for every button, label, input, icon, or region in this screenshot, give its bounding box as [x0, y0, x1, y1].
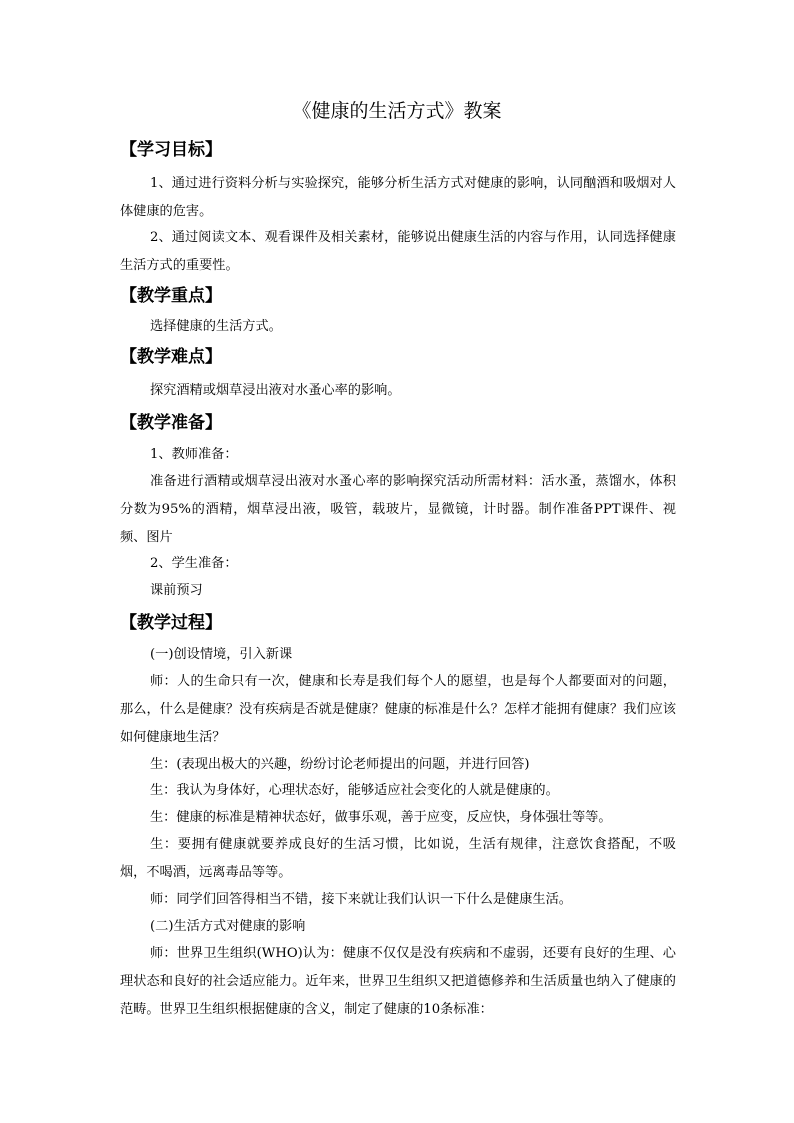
process-subheading-1: (一)创设情境，引入新课	[150, 647, 293, 662]
objectives-paragraph-1: 1、通过进行资料分析与实验探究，能够分析生活方式对健康的影响，认同酗酒和吸烟对人体健康的危害。	[120, 176, 676, 219]
objectives-paragraph-2: 2、通过阅读文本、观看课件及相关素材，能够说出健康生活的内容与作用，认同选择健康生活方式的重要性。	[120, 230, 676, 273]
process-paragraph-student-1: 生：(表现出极大的兴趣，纷纷讨论老师提出的问题，并进行回答)	[150, 757, 530, 772]
preparation-teacher-label: 1、教师准备：	[150, 447, 238, 462]
difficulties-paragraph: 探究酒精或烟草浸出液对水蚤心率的影响。	[150, 383, 401, 398]
process-paragraph-student-3: 生：健康的标准是精神状态好，做事乐观，善于应变，反应快，身体强壮等等。	[150, 810, 612, 825]
heading-preparation: 【教学准备】	[120, 413, 222, 433]
heading-difficulties: 【教学难点】	[120, 347, 222, 367]
preparation-teacher-paragraph: 准备进行酒精或烟草浸出液对水蚤心率的影响探究活动所需材料：活水蚤，蒸馏水，体积分数为95%的酒精，烟草浸出液，吸管，载玻片，显微镜，计时器。制作准备PPT课件、视频、图片	[120, 474, 676, 545]
heading-key-points: 【教学重点】	[120, 286, 222, 306]
process-paragraph-teacher-3: 师：世界卫生组织(WHO)认为：健康不仅仅是没有疾病和不虚弱，还要有良好的生理、心理状态和良好的社会适应能力。近年来，世界卫生组织又把道德修养和生活质量也纳入了健康的范畴。世界卫生组织根据健康的含义，制定了健康的10条标准：	[120, 946, 676, 1017]
preparation-student-paragraph: 课前预习	[150, 583, 203, 598]
heading-objectives: 【学习目标】	[120, 140, 222, 160]
process-paragraph-student-4: 生：要拥有健康就要养成良好的生活习惯，比如说，生活有规律，注意饮食搭配，不吸烟，不喝酒，远离毒品等等。	[120, 837, 676, 880]
heading-process: 【教学过程】	[120, 613, 222, 633]
process-paragraph-student-2: 生：我认为身体好，心理状态好，能够适应社会变化的人就是健康的。	[150, 783, 559, 798]
process-paragraph-teacher-2: 师：同学们回答得相当不错，接下来就让我们认识一下什么是健康生活。	[150, 892, 572, 907]
process-paragraph-teacher-1: 师：人的生命只有一次，健康和长寿是我们每个人的愿望，也是每个人都要面对的问题，那么，什么是健康？没有疾病是否就是健康？健康的标准是什么？怎样才能拥有健康？我们应该如何健康地生活？	[120, 674, 676, 745]
process-subheading-2: (二)生活方式对健康的影响	[150, 919, 306, 934]
key-points-paragraph: 选择健康的生活方式。	[150, 319, 282, 334]
preparation-student-label: 2、学生准备：	[150, 556, 238, 571]
document-title: 《健康的生活方式》教案	[292, 100, 502, 122]
